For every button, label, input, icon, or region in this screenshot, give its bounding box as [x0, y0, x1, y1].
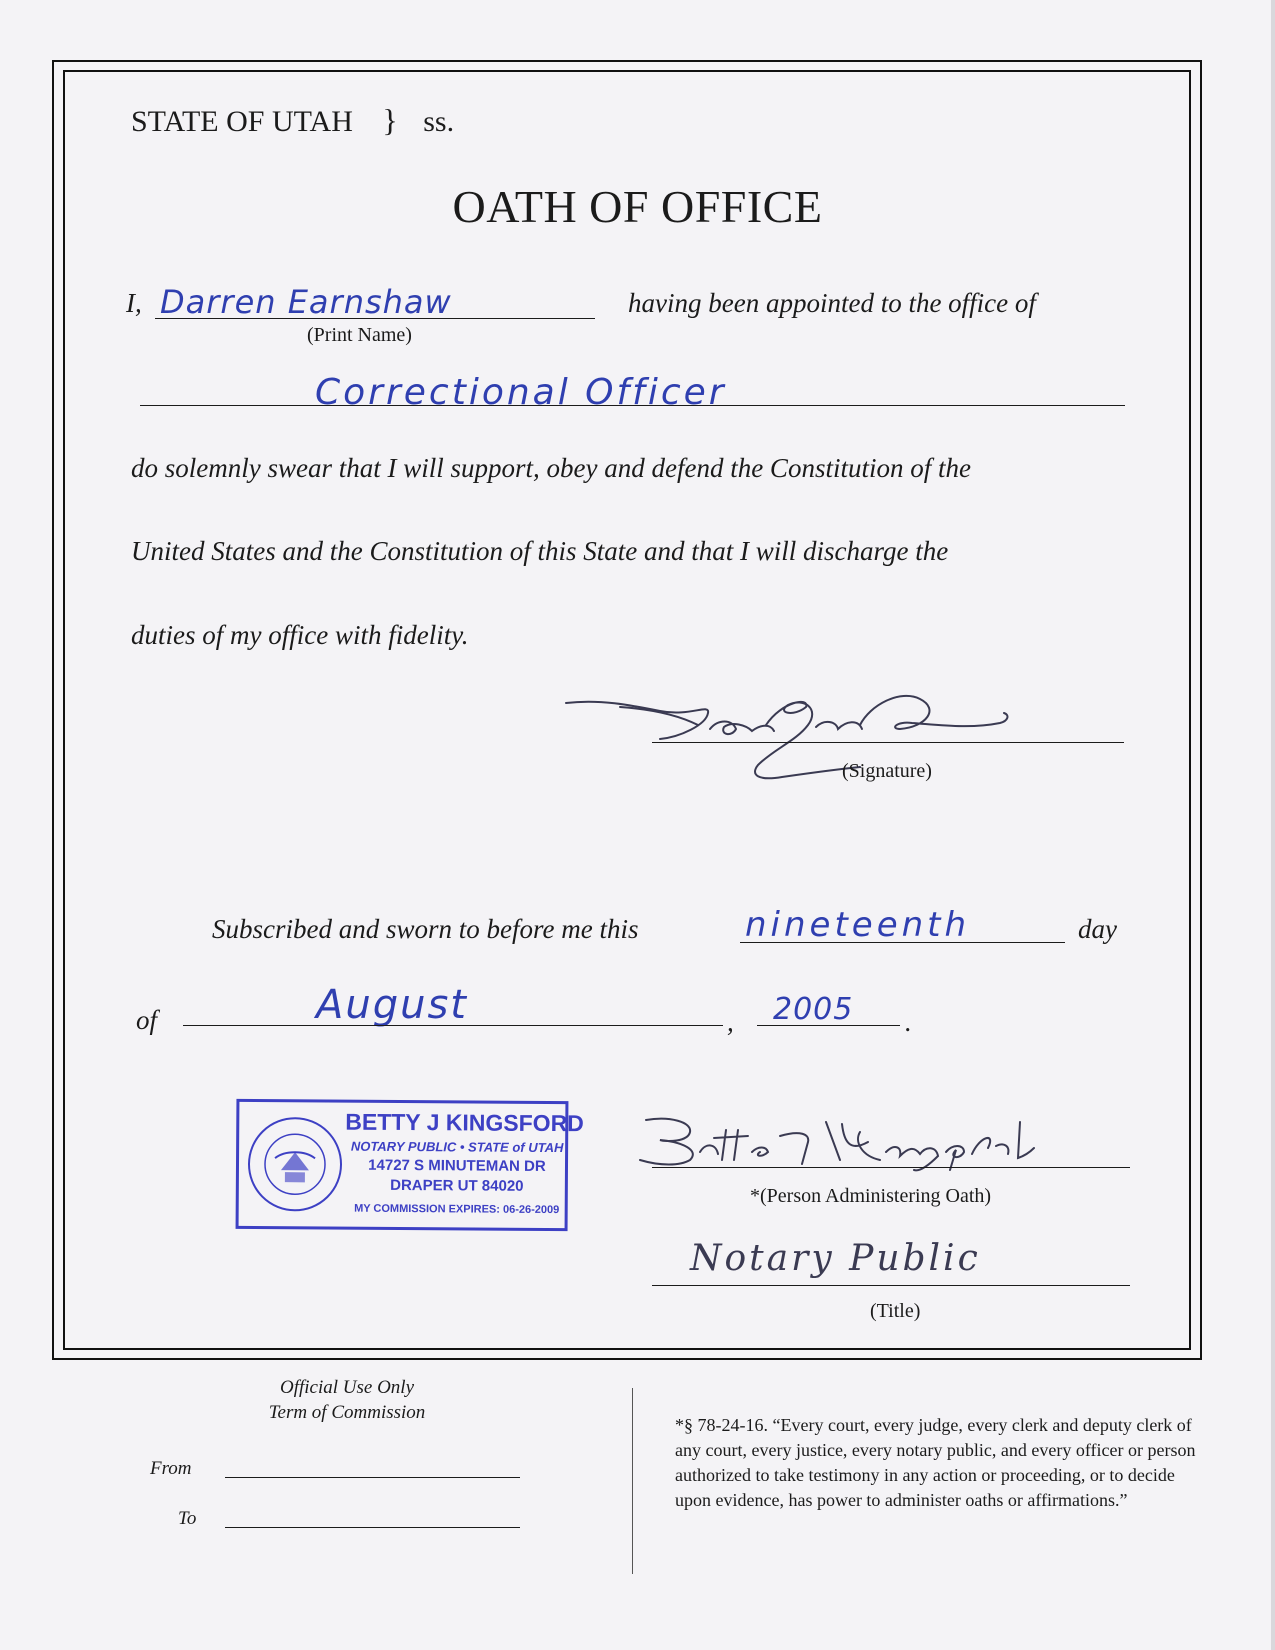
- brace: }: [382, 102, 398, 138]
- notary-line-3: 14727 S MINUTEMAN DR: [368, 1156, 546, 1176]
- notary-line-4: DRAPER UT 84020: [390, 1176, 524, 1195]
- oath-intro: I,: [126, 288, 142, 318]
- notary-line-5: MY COMMISSION EXPIRES: 06-26-2009: [354, 1202, 560, 1217]
- year-value[interactable]: 2005: [773, 992, 854, 1027]
- notary-line-2: NOTARY PUBLIC • STATE of UTAH: [350, 1138, 564, 1156]
- month-line: [183, 1025, 723, 1026]
- official-use-heading: Official Use Only: [279, 1377, 415, 1398]
- appointed-text: having been appointed to the office of: [628, 288, 1036, 318]
- day-line: [740, 942, 1065, 943]
- print-name-caption: (Print Name): [307, 324, 412, 346]
- footer-divider: [632, 1388, 633, 1574]
- statute-text: *§ 78-24-16. “Every court, every judge, every clerk and deputy clerk of any court, every justice, every notary public, and every officer or person authorized to take testimony in any action or proceeding, or to decide upon evidence, has power to administer oaths or affirmations.”: [675, 1415, 1196, 1510]
- administrator-line: [652, 1167, 1130, 1168]
- from-field[interactable]: [225, 1477, 520, 1478]
- title-line: [652, 1285, 1130, 1286]
- notary-name: BETTY J KINGSFORD: [345, 1108, 584, 1137]
- title-caption: (Title): [870, 1300, 921, 1322]
- office-line: [140, 405, 1125, 406]
- period: .: [905, 1007, 912, 1037]
- sworn-text: Subscribed and sworn to before me this: [212, 914, 639, 944]
- oath-body-line-1: do solemnly swear that I will support, obey and defend the Constitution of the: [131, 453, 971, 483]
- ss-label: ss.: [423, 105, 455, 138]
- to-field[interactable]: [225, 1527, 520, 1528]
- year-line: [757, 1025, 900, 1026]
- oath-body-line-3: duties of my office with fidelity.: [131, 620, 469, 650]
- page-title: OATH OF OFFICE: [452, 181, 823, 232]
- state-heading: [131, 102, 454, 139]
- administrator-caption: *(Person Administering Oath): [750, 1185, 992, 1207]
- administrator-signature: [630, 1112, 1090, 1172]
- page-edge: [1271, 0, 1275, 1650]
- day-value[interactable]: nineteenth: [745, 905, 971, 945]
- day-label: day: [1078, 914, 1117, 944]
- oath-signature: [560, 685, 1080, 795]
- oath-body-line-2: United States and the Constitution of this State and that I will discharge the: [131, 536, 949, 566]
- office-value[interactable]: Correctional Officer: [315, 372, 727, 413]
- state-name: STATE OF UTAH: [131, 105, 353, 138]
- state-seal-icon: [245, 1114, 346, 1215]
- print-name-value[interactable]: Darren Earnshaw: [160, 283, 452, 321]
- signature-caption: (Signature): [842, 760, 932, 782]
- signature-line: [652, 742, 1124, 743]
- print-name-line: [155, 318, 595, 319]
- month-value[interactable]: August: [316, 982, 468, 1028]
- official-use-subheading: Term of Commission: [268, 1402, 426, 1423]
- title-value[interactable]: Notary Public: [690, 1238, 981, 1279]
- from-label: From: [150, 1458, 192, 1479]
- to-label: To: [178, 1508, 197, 1529]
- comma: ,: [727, 1007, 734, 1037]
- notary-stamp: [236, 1099, 584, 1231]
- of-label: of: [136, 1005, 158, 1035]
